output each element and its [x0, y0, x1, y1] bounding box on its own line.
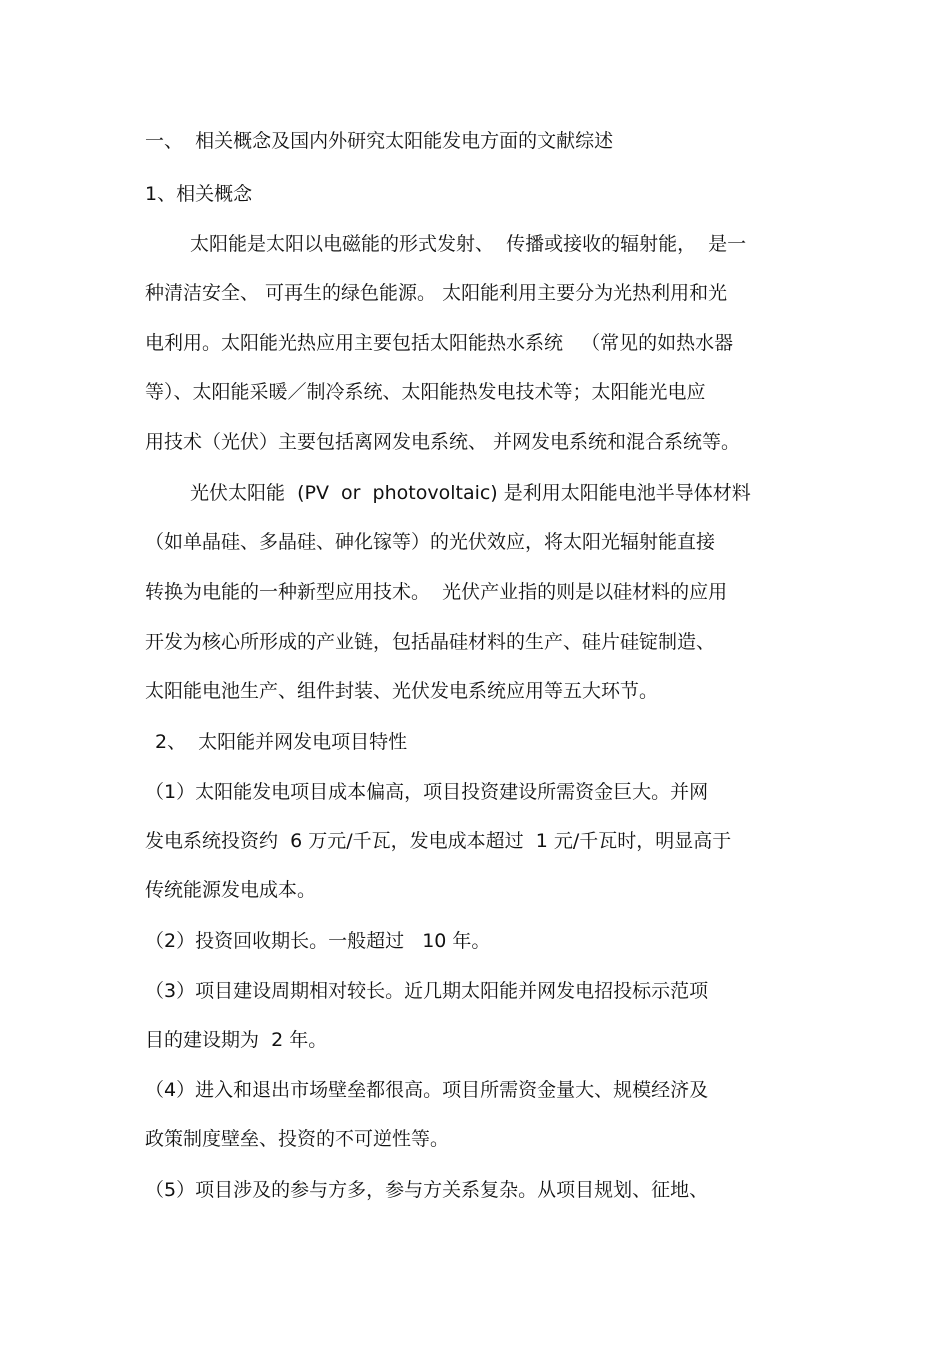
document-heading: 一、 相关概念及国内外研究太阳能发电方面的文献综述 — [145, 130, 614, 152]
item-4-line-2: 政策制度壁垒、投资的不可逆性等。 — [145, 1128, 450, 1150]
paragraph-2-line-5: 太阳能电池生产、组件封装、光伏发电系统应用等五大环节。 — [145, 680, 659, 702]
section-2-title: 2、 太阳能并网发电项目特性 — [155, 731, 408, 753]
item-3-line-2: 目的建设期为 2 年。 — [145, 1029, 328, 1051]
item-3-line-1: （3）项目建设周期相对较长。近几期太阳能并网发电招投标示范项 — [145, 980, 709, 1002]
paragraph-2-line-2: （如单晶硅、多晶硅、砷化镓等）的光伏效应，将太阳光辐射能直接 — [145, 531, 716, 553]
paragraph-1-line-5: 用技术（光伏）主要包括离网发电系统、 并网发电系统和混合系统等。 — [145, 431, 741, 453]
paragraph-1-line-1: 太阳能是太阳以电磁能的形式发射、 传播或接收的辐射能， 是一 — [190, 233, 747, 255]
item-1-line-1: （1）太阳能发电项目成本偏高，项目投资建设所需资金巨大。并网 — [145, 781, 709, 803]
paragraph-2-line-1: 光伏太阳能 (PV or photovoltaic) 是利用太阳能电池半导体材料 — [190, 482, 751, 504]
item-1-line-3: 传统能源发电成本。 — [145, 879, 317, 901]
paragraph-2-line-3: 转换为电能的一种新型应用技术。 光伏产业指的则是以硅材料的应用 — [145, 581, 728, 603]
paragraph-2-line-4: 开发为核心所形成的产业链，包括晶硅材料的生产、硅片硅锭制造、 — [145, 631, 716, 653]
item-1-line-2: 发电系统投资约 6 万元/千瓦，发电成本超过 1 元/千瓦时，明显高于 — [145, 830, 732, 852]
item-4-line-1: （4）进入和退出市场壁垒都很高。项目所需资金量大、规模经济及 — [145, 1079, 709, 1101]
section-1-title: 1、相关概念 — [145, 183, 253, 205]
item-2-line-1: （2）投资回收期长。一般超过 10 年。 — [145, 930, 491, 952]
paragraph-1-line-2: 种清洁安全、 可再生的绿色能源。 太阳能利用主要分为光热利用和光 — [145, 282, 728, 304]
item-5-line-1: （5）项目涉及的参与方多，参与方关系复杂。从项目规划、征地、 — [145, 1179, 709, 1201]
paragraph-1-line-3: 电利用。太阳能光热应用主要包括太阳能热水系统 （常见的如热水器 — [145, 332, 734, 354]
paragraph-1-line-4: 等）、太阳能采暖／制冷系统、太阳能热发电技术等；太阳能光电应 — [145, 381, 706, 403]
